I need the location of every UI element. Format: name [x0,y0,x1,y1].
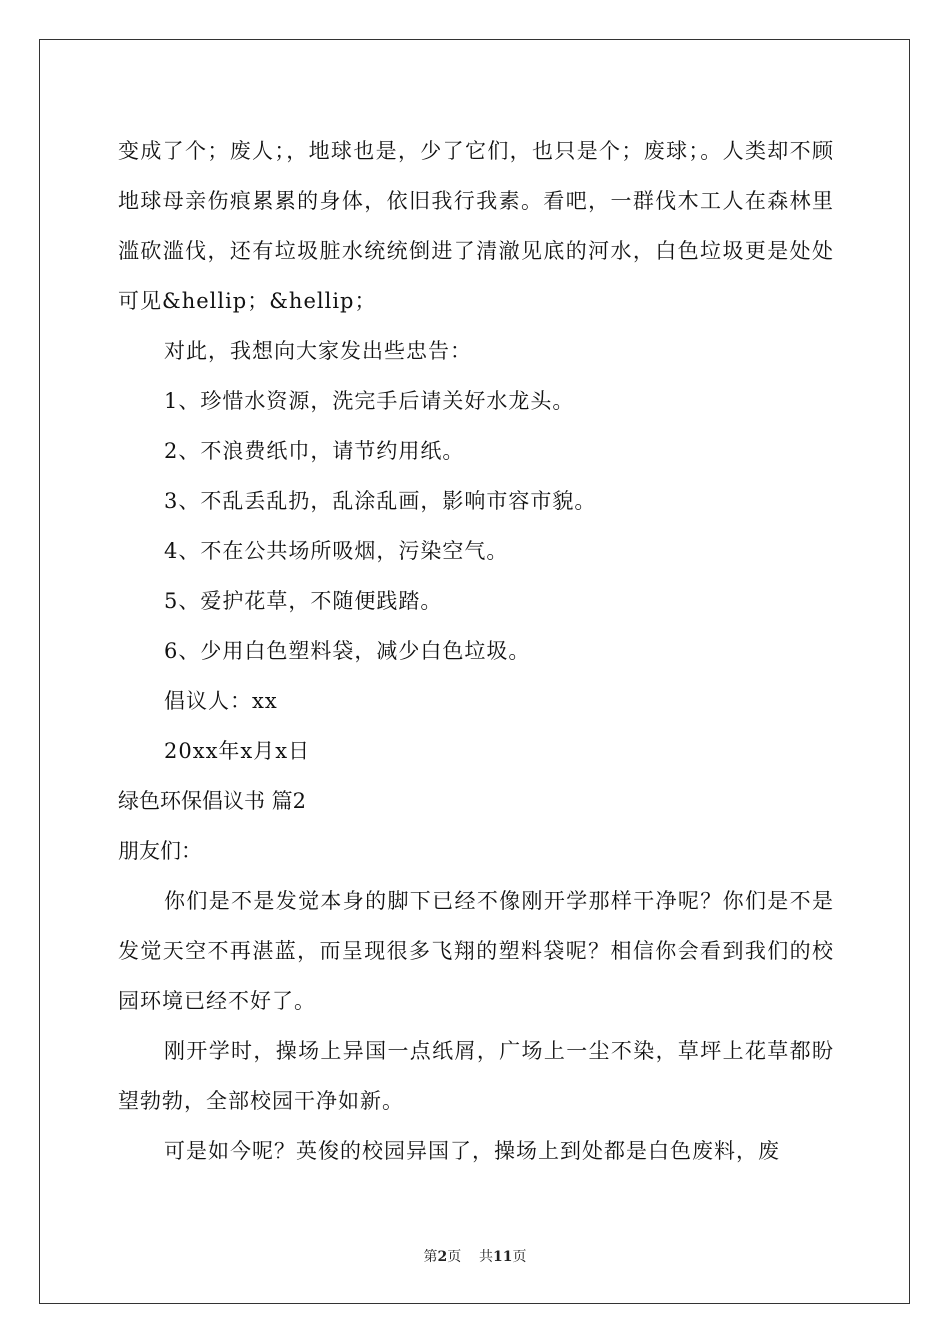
list-item: 2、不浪费纸巾，请节约用纸。 [164,439,465,463]
paragraph: 刚开学时，操场上异国一点纸屑，广场上一尘不染，草坪上花草都盼望勃勃，全部校园干净如新。 [118,1039,834,1113]
document-body [118,126,834,1176]
section-title: 绿色环保倡议书 篇2 [118,789,307,813]
paragraph: 对此，我想向大家发出些忠告： [164,339,472,363]
page-footer [0,1246,950,1266]
signature-line: 倡议人：xx [164,689,278,713]
salutation: 朋友们： [118,839,202,863]
total-pages: 11 [493,1249,513,1265]
date-line: 20xx年x月x日 [164,739,311,763]
list-item: 3、不乱丢乱扔，乱涂乱画，影响市容市貌。 [164,489,597,513]
page-suffix: 页 [447,1249,462,1265]
paragraph: 你们是不是发觉本身的脚下已经不像刚开学那样干净呢？你们是不是发觉天空不再湛蓝，而呈现很多飞翔的塑料袋呢？相信你会看到我们的校园环境已经不好了。 [118,889,834,1013]
list-item: 4、不在公共场所吸烟，污染空气。 [164,539,509,563]
total-suffix: 页 [512,1249,527,1265]
list-item: 1、珍惜水资源，洗完手后请关好水龙头。 [164,389,575,413]
total-prefix: 共 [479,1249,494,1265]
paragraph: 变成了个；废人；，地球也是，少了它们，也只是个；废球；。人类却不顾地球母亲伤痕累累的身体，依旧我行我素。看吧，一群伐木工人在森林里滥砍滥伐，还有垃圾脏水统统倒进了清澈见底的河水，白色垃圾更是处处可见&hellip；&hellip； [118,139,834,313]
list-item: 6、少用白色塑料袋，减少白色垃圾。 [164,639,531,663]
list-item: 5、爱护花草，不随便践踏。 [164,589,443,613]
paragraph: 可是如今呢？英俊的校园异国了，操场上到处都是白色废料，废 [164,1139,780,1163]
page-prefix: 第 [423,1249,438,1265]
page-number: 2 [437,1249,448,1265]
